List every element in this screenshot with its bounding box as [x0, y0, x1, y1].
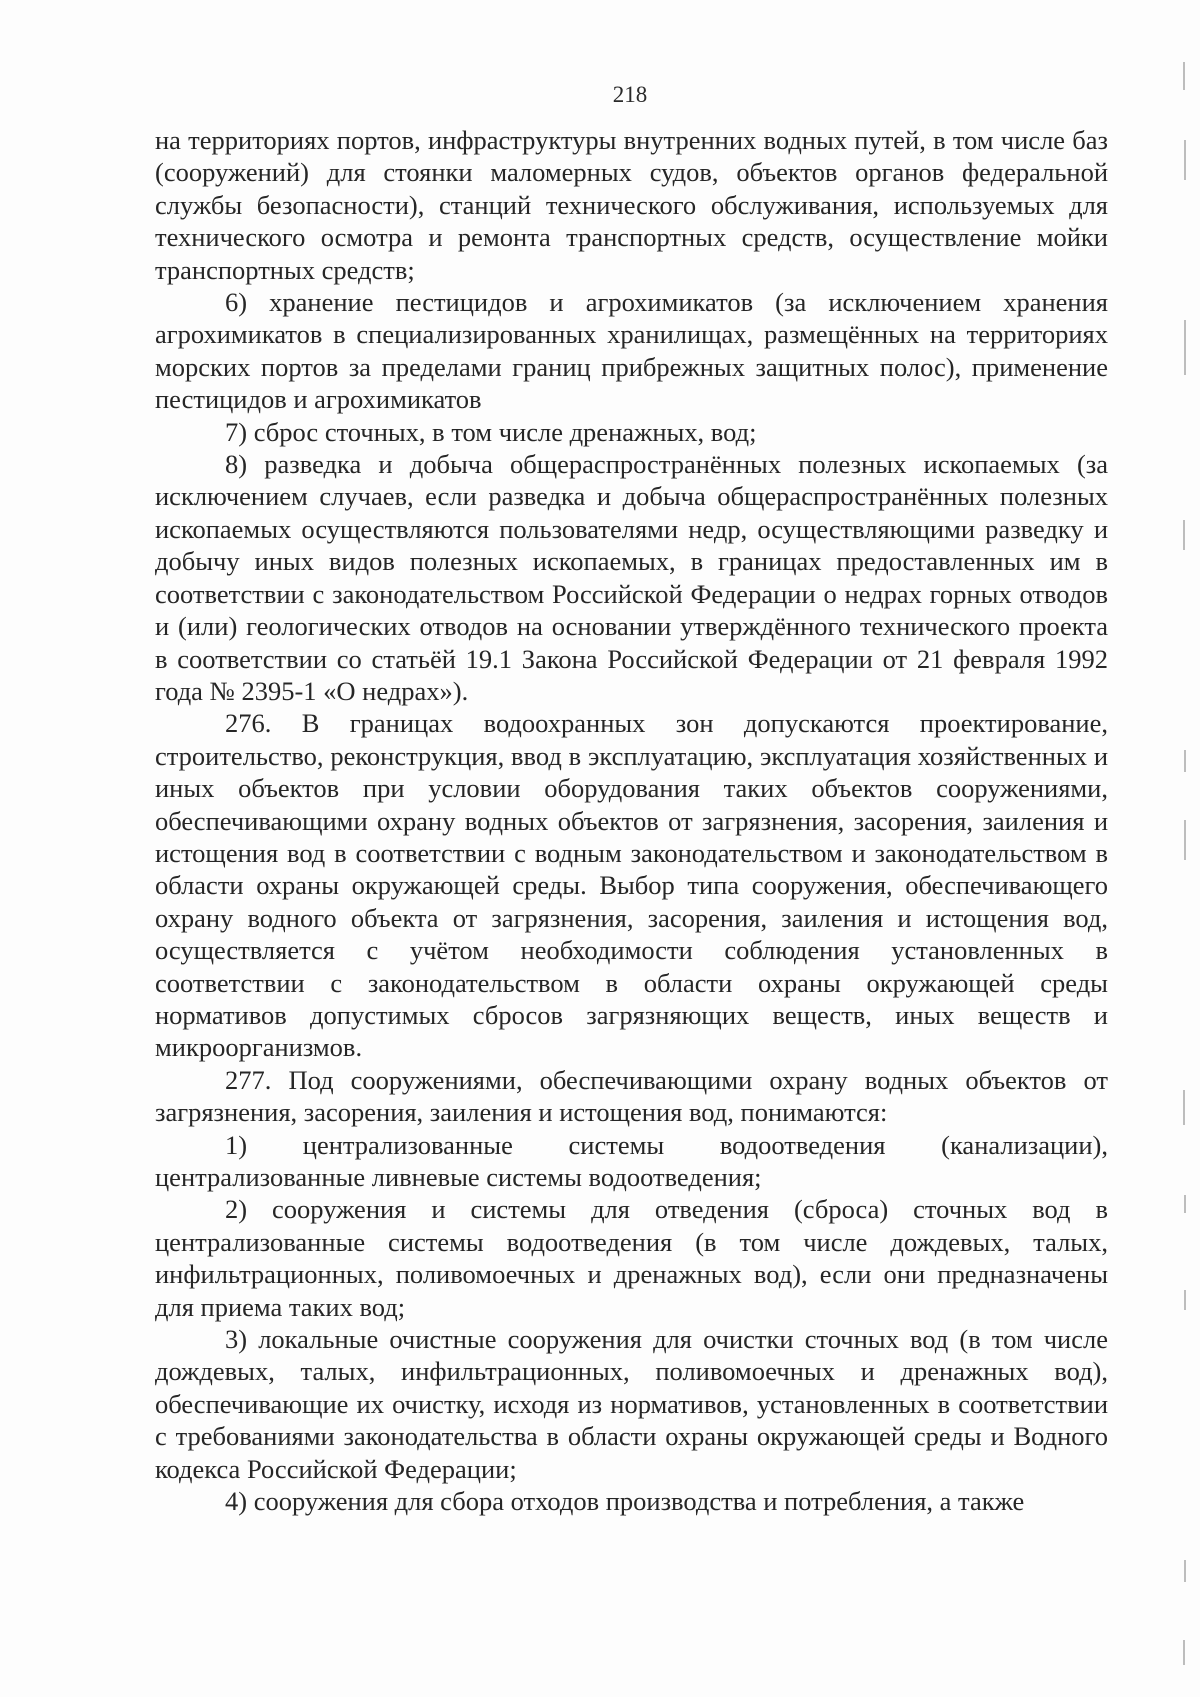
scan-edge-mark: [1184, 320, 1186, 375]
scan-edge-mark: [1184, 750, 1186, 772]
paragraph-item-8: 8) разведка и добыча общераспространённых полезных ископаемых (за исключением случаев, если разведка и добыча общераспространённых полезных ископаемых осуществляются пользователями недр, осуществляющими разведку и добычу иных видов полезных ископаемых, в границах предоставленных им в соответствии с законодательством Российской Федерации о недрах горных отводов и (или) геологических отводов на основании утверждённого технического проекта в соответствии со статьёй 19.1 Закона Российской Федерации от 21 февраля 1992 года № 2395-1 «О недрах»).: [155, 449, 1108, 706]
paragraph-item-7: 7) сброс сточных, в том числе дренажных, вод;: [225, 416, 757, 447]
scan-edge-mark: [1184, 1195, 1186, 1213]
paragraph-item-6: 6) хранение пестицидов и агрохимикатов (за исключением хранения агрохимикатов в специализированных хранилищах, размещённых на территориях морских портов за пределами границ прибрежных защитных полос), применение пестицидов и агрохимикатов: [155, 287, 1108, 415]
paragraph-277-item-4: 4) сооружения для сбора отходов производства и потребления, а также: [225, 1486, 1025, 1517]
paragraph-continuation: на территориях портов, инфраструктуры внутренних водных путей, в том числе баз (сооружений) для стоянки маломерных судов, объектов органов федеральной службы безопасности), станций технического обслуживания, используемых для технического осмотра и ремонта транспортных средств, осуществление мойки транспортных средств;: [155, 125, 1108, 285]
scan-edge-mark: [1184, 1290, 1186, 1310]
paragraph-277: 277. Под сооружениями, обеспечивающими охрану водных объектов от загрязнения, засорения, заиления и истощения вод, понимаются:: [155, 1064, 1108, 1128]
scan-edge-mark: [1184, 820, 1186, 860]
paragraph-277-item-1: 1) централизованные системы водоотведения (канализации), централизованные ливневые системы водоотведения;: [155, 1129, 1108, 1192]
scan-edge-mark: [1183, 62, 1185, 90]
page-number: 218: [612, 82, 648, 107]
paragraph-277-item-2: 2) сооружения и системы для отведения (сброса) сточных вод в централизованные системы водоотведения (в том числе дождевых, талых, инфильтрационных, поливомоечных и дренажных вод), если они предназначены для приема таких вод;: [155, 1194, 1108, 1322]
paragraph-277-item-3: 3) локальные очистные сооружения для очистки сточных вод (в том числе дождевых, талых, инфильтрационных, поливомоечных и дренажных вод), обеспечивающие их очистку, исходя из нормативов, установленных в соответствии с требованиями законодательства в области охраны окружающей среды и Водного кодекса Российской Федерации;: [155, 1324, 1108, 1484]
scan-edge-mark: [1183, 1640, 1185, 1665]
scan-edge-mark: [1183, 520, 1185, 550]
document-body: [155, 124, 1108, 1517]
paragraph-276: 276. В границах водоохранных зон допускаются проектирование, строительство, реконструкция, ввод в эксплуатацию, эксплуатация хозяйственных и иных объектов при условии оборудования таких объектов сооружениями, обеспечивающими охрану водных объектов от загрязнения, засорения, заиления и истощения вод в соответствии с водным законодательством и законодательством в области охраны окружающей среды. Выбор типа сооружения, обеспечивающего охрану водного объекта от загрязнения, засорения, заиления и истощения вод, осуществляется с учётом необходимости соблюдения установленных в соответствии с законодательством в области охраны окружающей среды нормативов допустимых сбросов загрязняющих веществ, иных веществ и микроорганизмов.: [155, 708, 1108, 1063]
scan-edge-mark: [1183, 1090, 1185, 1125]
scan-edge-mark: [1184, 140, 1186, 180]
scan-edge-mark: [1184, 1560, 1186, 1582]
